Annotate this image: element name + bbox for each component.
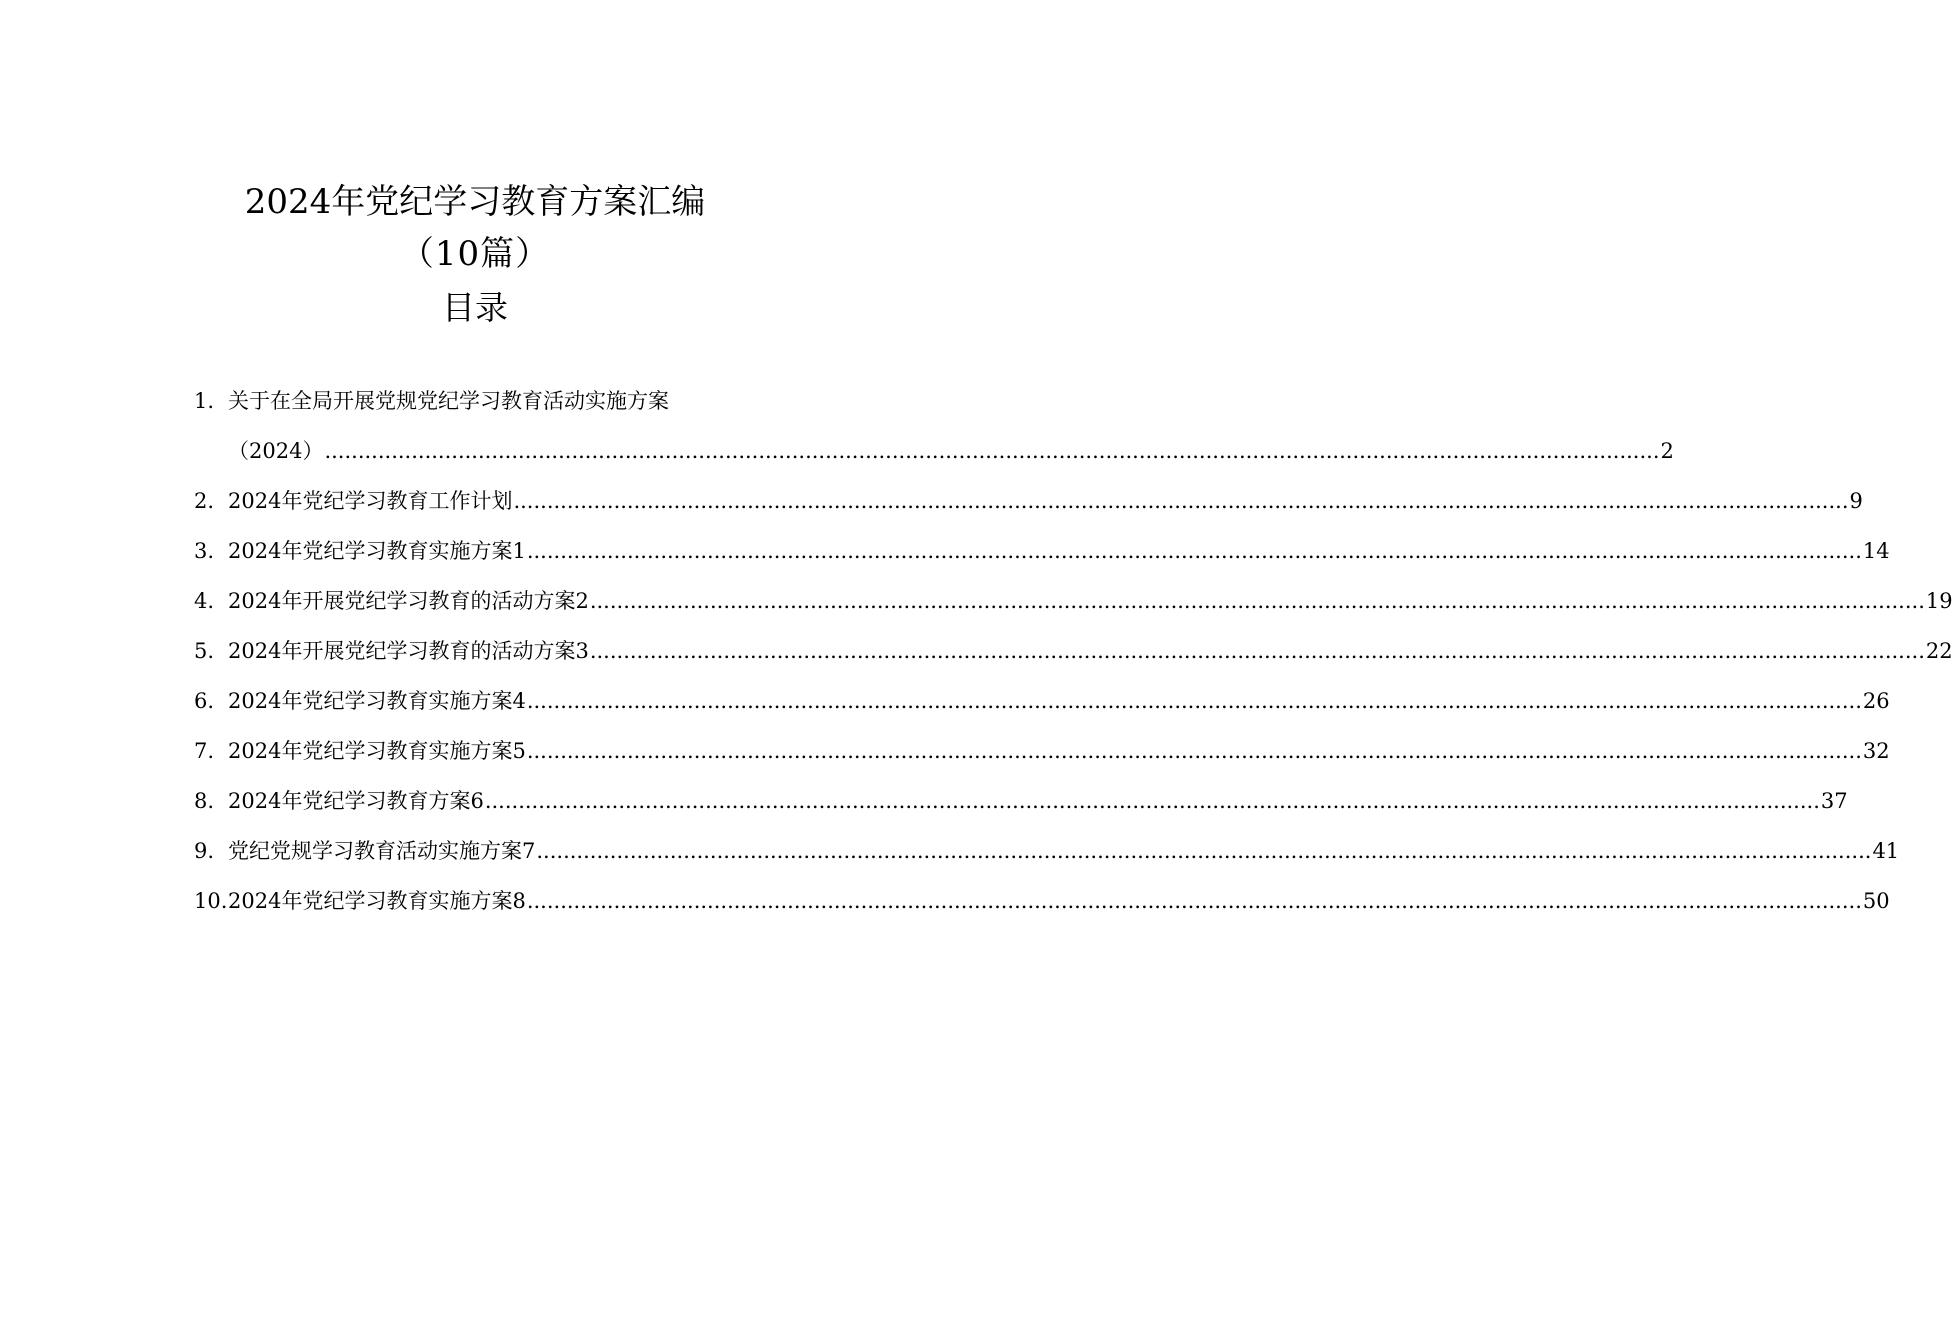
toc-entry-number: 7.	[194, 739, 215, 763]
toc-entry-7[interactable]	[194, 726, 1890, 776]
toc-entry-title[interactable]: 2024年党纪学习教育实施方案4	[228, 689, 526, 713]
toc-dot-leader: ........................................................................................................................................................................................................	[513, 489, 1849, 513]
toc-entry-title-continued[interactable]: （2024）	[228, 439, 324, 463]
toc-entry-page[interactable]: 14	[1862, 539, 1890, 563]
toc-dot-leader: ........................................................................................................................................................................................................	[484, 789, 1820, 813]
toc-entry-title[interactable]: 2024年党纪学习教育实施方案8	[228, 889, 526, 913]
toc-entry-2[interactable]	[194, 476, 1863, 526]
toc-entry-1[interactable]	[194, 376, 806, 426]
toc-entry-title[interactable]: 2024年开展党纪学习教育的活动方案2	[228, 589, 589, 613]
toc-entry-number: 8.	[194, 789, 215, 813]
toc-entry-number: 4.	[194, 589, 215, 613]
toc-dot-leader: ........................................................................................................................................................................................................	[526, 689, 1862, 713]
toc-entry-number: 1.	[194, 389, 215, 413]
toc-dot-leader: ........................................................................................................................................................................................................	[526, 739, 1862, 763]
document-title: 2024年党纪学习教育方案汇编	[244, 182, 706, 222]
toc-entry-page[interactable]: 32	[1862, 739, 1890, 763]
toc-dot-leader: ........................................................................................................................................................................................................	[536, 839, 1872, 863]
toc-entry-title[interactable]: 关于在全局开展党规党纪学习教育活动实施方案	[228, 389, 669, 413]
document-subtitle: （10篇）	[399, 234, 551, 274]
toc-entry-5[interactable]	[194, 626, 1953, 676]
table-of-contents	[194, 376, 1953, 926]
toc-entry-page[interactable]: 19	[1925, 589, 1953, 613]
document-title-block	[0, 176, 950, 334]
toc-entry-number: 3.	[194, 539, 215, 563]
toc-entry-page[interactable]: 37	[1820, 789, 1848, 813]
toc-entry-title[interactable]: 2024年党纪学习教育实施方案5	[228, 739, 526, 763]
toc-entry-number: 2.	[194, 489, 215, 513]
toc-entry-page[interactable]: 2	[1660, 439, 1674, 463]
toc-entry-3[interactable]	[194, 526, 1890, 576]
toc-entry-page[interactable]: 41	[1872, 839, 1900, 863]
toc-entry-9[interactable]	[194, 826, 1900, 876]
toc-dot-leader: ........................................................................................................................................................................................................	[526, 889, 1862, 913]
toc-dot-leader: ........................................................................................................................................................................................................	[589, 589, 1925, 613]
toc-entry-10[interactable]	[194, 876, 1890, 926]
toc-entry-number: 5.	[194, 639, 215, 663]
toc-entry-number: 10.	[194, 889, 228, 913]
toc-entry-title[interactable]: 2024年党纪学习教育方案6	[228, 789, 484, 813]
toc-entry-number: 9.	[194, 839, 215, 863]
toc-dot-leader: ........................................................................................................................................................................................................	[526, 539, 1862, 563]
toc-dot-leader: ........................................................................................................................................................................................................	[324, 439, 1660, 463]
toc-entry-8[interactable]	[194, 776, 1848, 826]
toc-entry-6[interactable]	[194, 676, 1890, 726]
toc-entry-number: 6.	[194, 689, 215, 713]
toc-entry-title[interactable]: 党纪党规学习教育活动实施方案7	[228, 839, 536, 863]
toc-heading: 目录	[442, 288, 508, 327]
toc-entry-title[interactable]: 2024年党纪学习教育工作计划	[228, 489, 513, 513]
toc-dot-leader: ........................................................................................................................................................................................................	[589, 639, 1925, 663]
toc-entry-page[interactable]: 9	[1849, 489, 1863, 513]
toc-entry-page[interactable]: 26	[1862, 689, 1890, 713]
toc-entry-title[interactable]: 2024年党纪学习教育实施方案1	[228, 539, 526, 563]
toc-entry-page[interactable]: 22	[1925, 639, 1953, 663]
toc-entry-title[interactable]: 2024年开展党纪学习教育的活动方案3	[228, 639, 589, 663]
toc-entry-4[interactable]	[194, 576, 1953, 626]
toc-entry-1-continued[interactable]	[194, 426, 1674, 476]
toc-entry-page[interactable]: 50	[1862, 889, 1890, 913]
